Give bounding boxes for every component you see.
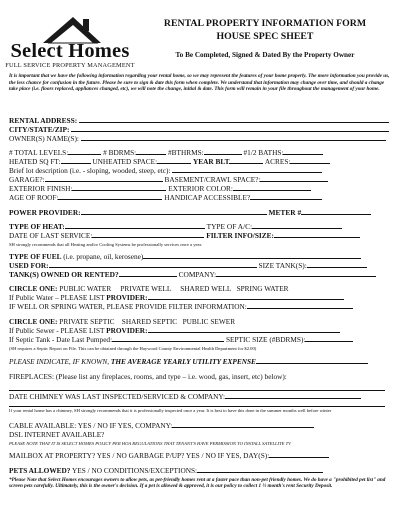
- septic-options[interactable]: PRIVATE SEPTIC SHARED SEPTIC PUBLIC SEWER: [59, 317, 236, 326]
- filter-info-label: FILTER INFO/SIZE:: [206, 231, 274, 240]
- septic-note: (SH requires a Septic Report on File. This can be obtained through the Haywood County Environmental Health Department for $2.00): [9, 346, 257, 351]
- bdrms-label: # BDRMS:: [103, 148, 137, 157]
- power-row: [9, 208, 394, 217]
- half-baths-label: #1/2 BATHS:: [243, 148, 284, 157]
- rental-address-label: RENTAL ADDRESS:: [9, 116, 78, 125]
- utility-expense-row: [9, 357, 394, 366]
- sewer-provider-field[interactable]: [148, 326, 340, 333]
- pets-conditions-field[interactable]: [197, 466, 323, 473]
- chimney-field[interactable]: [225, 392, 361, 399]
- select-homes-logo: [5, 13, 135, 71]
- type-of-ac-field[interactable]: [252, 222, 342, 229]
- well-filter-field[interactable]: [247, 302, 353, 309]
- hvac-note: SH strongly recommends that all Heating and/or Cooling Systems be professionally services once a year.: [9, 242, 203, 247]
- type-of-fuel-label: TYPE OF FUEL: [9, 252, 62, 261]
- used-for-field[interactable]: [49, 261, 257, 268]
- fuel-company-label: COMPANY:: [178, 270, 217, 279]
- owner-names-field[interactable]: [81, 134, 386, 141]
- water-circle-label: CIRCLE ONE:: [9, 284, 58, 293]
- year-blt-field[interactable]: [229, 157, 263, 164]
- utility-expense-label: THE AVERAGE YEARLY UTILITY EXPENSE: [110, 357, 256, 366]
- septic-tank-label: If Septic Tank - Date Last Pumped:: [9, 335, 113, 344]
- levels-row: [9, 148, 394, 157]
- pets-note: *Please Note that Select Homes encourages owners to allow pets, as pet-friendly homes rent at a faster pace than non-pet friendly homes. We do have a "prohibited pet list" and screen pets carefully. Ultimately, this is the owner's decision. If a pet is allowed & approved, it is our policy to collect 1 ½ month's rent Security Deposit.: [9, 477, 386, 490]
- septic-size-label: SEPTIC SIZE (#BDRMS):: [225, 335, 306, 344]
- exterior-color-label: EXTERIOR COLOR:: [168, 184, 233, 193]
- rental-address-row: [9, 116, 394, 125]
- sewer-provider-row: [9, 326, 394, 335]
- owner-names-label: OWNER(S) NAME(S):: [9, 134, 79, 143]
- service-row: [9, 231, 394, 240]
- septic-row: [9, 317, 394, 326]
- garbage-day-field[interactable]: [269, 451, 329, 458]
- unheated-space-label: UNHEATED SPACE:: [92, 157, 158, 166]
- exterior-row: [9, 184, 394, 193]
- septic-size-field[interactable]: [305, 335, 353, 342]
- city-state-zip-field[interactable]: [71, 125, 389, 132]
- chimney-label: DATE CHIMNEY WAS LAST INSPECTED/SERVICED & COMPANY:: [9, 392, 226, 401]
- utility-expense-field[interactable]: [256, 357, 368, 364]
- well-filter-label: IF WELL OR SPRING WATER, PLEASE PROVIDE FILTER INFORMATION:: [9, 302, 247, 311]
- water-row: [9, 284, 394, 293]
- water-provider-field[interactable]: [148, 293, 344, 300]
- form-title: RENTAL PROPERTY INFORMATION FORM: [163, 18, 367, 29]
- basement-field[interactable]: [260, 175, 328, 182]
- sewer-provider-label: PROVIDER:: [106, 326, 148, 335]
- type-of-heat-field[interactable]: [65, 222, 205, 229]
- type-of-heat-label: TYPE OF HEAT:: [9, 222, 65, 231]
- exterior-color-field[interactable]: [233, 184, 311, 191]
- year-blt-label: YEAR BLT: [193, 157, 230, 166]
- size-tanks-label: SIZE TANK(S):: [258, 261, 307, 270]
- tanks-owned-label: TANK(S) OWNED OR RENTED?: [9, 270, 119, 279]
- mailbox-row: [9, 451, 394, 460]
- pets-row: [9, 466, 394, 475]
- pets-allowed-label: PETS ALLOWED?: [9, 466, 71, 475]
- type-of-fuel-hint: (i.e. propane, oil, kerosene): [63, 252, 144, 261]
- garage-label: GARAGE?:: [9, 175, 45, 184]
- age-of-roof-label: AGE OF ROOF:: [9, 193, 59, 202]
- tanks-row: [9, 270, 394, 279]
- sqft-row: [9, 157, 394, 166]
- cable-row: [9, 421, 394, 430]
- form-instruction: To Be Completed, Signed & Dated By the Property Owner: [175, 51, 355, 59]
- fireplaces-field[interactable]: [9, 384, 385, 391]
- power-provider-label: POWER PROVIDER:: [9, 208, 81, 217]
- form-subtitle-title: HOUSE SPEC SHEET: [216, 31, 314, 42]
- fireplaces-row: [9, 372, 394, 381]
- public-water-label: If Public Water – PLEASE LIST: [9, 293, 105, 302]
- brief-lot-field[interactable]: [172, 166, 322, 173]
- acres-label: ACRES:: [264, 157, 291, 166]
- utility-expense-prefix: PLEASE INDICATE, IF KNOWN,: [9, 357, 110, 366]
- exterior-finish-label: EXTERIOR FINISH:: [9, 184, 73, 193]
- basement-label: BASEMENT/CRAWL SPACE?:: [164, 175, 261, 184]
- fuel-row: [9, 252, 394, 261]
- city-state-zip-row: [9, 125, 394, 134]
- used-for-label: USED FOR:: [9, 261, 49, 270]
- owner-names-row: [9, 134, 394, 143]
- garage-field[interactable]: [45, 175, 163, 182]
- dsl-label: DSL INTERNET AVAILABLE?: [9, 430, 105, 439]
- type-of-ac-label: TYPE OF A/C:: [206, 222, 253, 231]
- logo-subtitle: FULL SERVICE PROPERTY MANAGEMENT: [5, 62, 135, 69]
- bthrms-label: #BTHRMS:: [168, 148, 204, 157]
- water-provider-label: PROVIDER:: [106, 293, 148, 302]
- brief-lot-label: Brief lot description (i.e. - sloping, wooded, steep, etc):: [9, 166, 171, 175]
- size-tanks-field[interactable]: [307, 261, 367, 268]
- mailbox-label: MAILBOX AT PROPERTY? YES / NO GARBAGE P/UP? YES / NO IF YES, DAY(S):: [9, 451, 270, 460]
- septic-tank-row: [9, 335, 394, 344]
- septic-pumped-field[interactable]: [112, 335, 224, 342]
- fireplaces-label: FIREPLACES: (Please list any fireplaces, rooms, and type – i.e. wood, gas, insert, etc) below):: [9, 372, 287, 381]
- bthrms-field[interactable]: [204, 148, 242, 155]
- power-provider-field[interactable]: [81, 208, 267, 215]
- age-of-roof-field[interactable]: [58, 193, 162, 200]
- dsl-row: [9, 430, 394, 439]
- garage-row: [9, 175, 394, 184]
- chimney-note: If your rental home has a chimney, SH strongly recommends that it is professionally inspected once a year. It is best to have this done in the summer months well before winter: [9, 408, 332, 413]
- satellite-note: PLEASE NOTE THAT IT IS SELECT HOMES POLICY PER HOA REGULATIONS THAT TENANT'S HAVE PERMISSION TO INSTALL SATELLITE TV: [9, 441, 291, 446]
- cable-label: CABLE AVAILABLE: YES / NO IF YES, COMPANY:: [9, 421, 173, 430]
- logo-brand: Select Homes: [10, 40, 130, 62]
- type-of-fuel-field[interactable]: [143, 252, 361, 259]
- septic-circle-label: CIRCLE ONE:: [9, 317, 58, 326]
- water-options[interactable]: PUBLIC WATER PRIVATE WELL SHARED WELL SPRING WATER: [59, 284, 289, 293]
- heated-sqft-field[interactable]: [61, 157, 91, 164]
- roof-row: [9, 193, 394, 202]
- date-last-service-field[interactable]: [92, 231, 204, 238]
- lot-row: [9, 166, 394, 175]
- pets-options[interactable]: YES / NO CONDITIONS/EXCEPTIONS:: [72, 466, 198, 475]
- total-levels-field[interactable]: [68, 148, 101, 155]
- acres-field[interactable]: [290, 157, 330, 164]
- meter-field[interactable]: [301, 208, 371, 215]
- date-last-service-label: DATE OF LAST SERVICE:: [9, 231, 93, 240]
- used-for-row: [9, 261, 394, 270]
- intro-paragraph: It is important that we have the following information regarding your rental home, so we may represent the features of your home properly. The more information you provide us, the less chance for confusion in the future. Please be sure to sign & date this form when complete. We understand that information may change over time, and should a change take place (i.e. floors replaced, appliances changed, etc), we will note the change, initial & date. This form will remain in your file throughout the management of your home.: [9, 73, 390, 93]
- handicap-label: HANDICAP ACCESSIBLE?: [164, 193, 251, 202]
- total-levels-label: # TOTAL LEVELS:: [9, 148, 69, 157]
- handicap-field[interactable]: [250, 193, 322, 200]
- meter-label: METER #: [268, 208, 302, 217]
- well-filter-row: [9, 302, 394, 311]
- heat-row: [9, 222, 394, 231]
- rental-address-field[interactable]: [79, 116, 389, 123]
- city-state-zip-label: CITY/STATE/ZIP:: [9, 125, 70, 134]
- filter-info-field[interactable]: [274, 231, 360, 238]
- unheated-space-field[interactable]: [157, 157, 191, 164]
- fuel-company-field[interactable]: [216, 270, 376, 277]
- cable-company-field[interactable]: [172, 421, 314, 428]
- public-sewer-label: If Public Sewer - PLEASE LIST: [9, 326, 105, 335]
- exterior-finish-field[interactable]: [72, 184, 166, 191]
- bdrms-field[interactable]: [136, 148, 166, 155]
- water-provider-row: [9, 293, 394, 302]
- tanks-owned-field[interactable]: [119, 270, 177, 277]
- half-baths-field[interactable]: [283, 148, 323, 155]
- heated-sqft-label: HEATED SQ FT:: [9, 157, 61, 166]
